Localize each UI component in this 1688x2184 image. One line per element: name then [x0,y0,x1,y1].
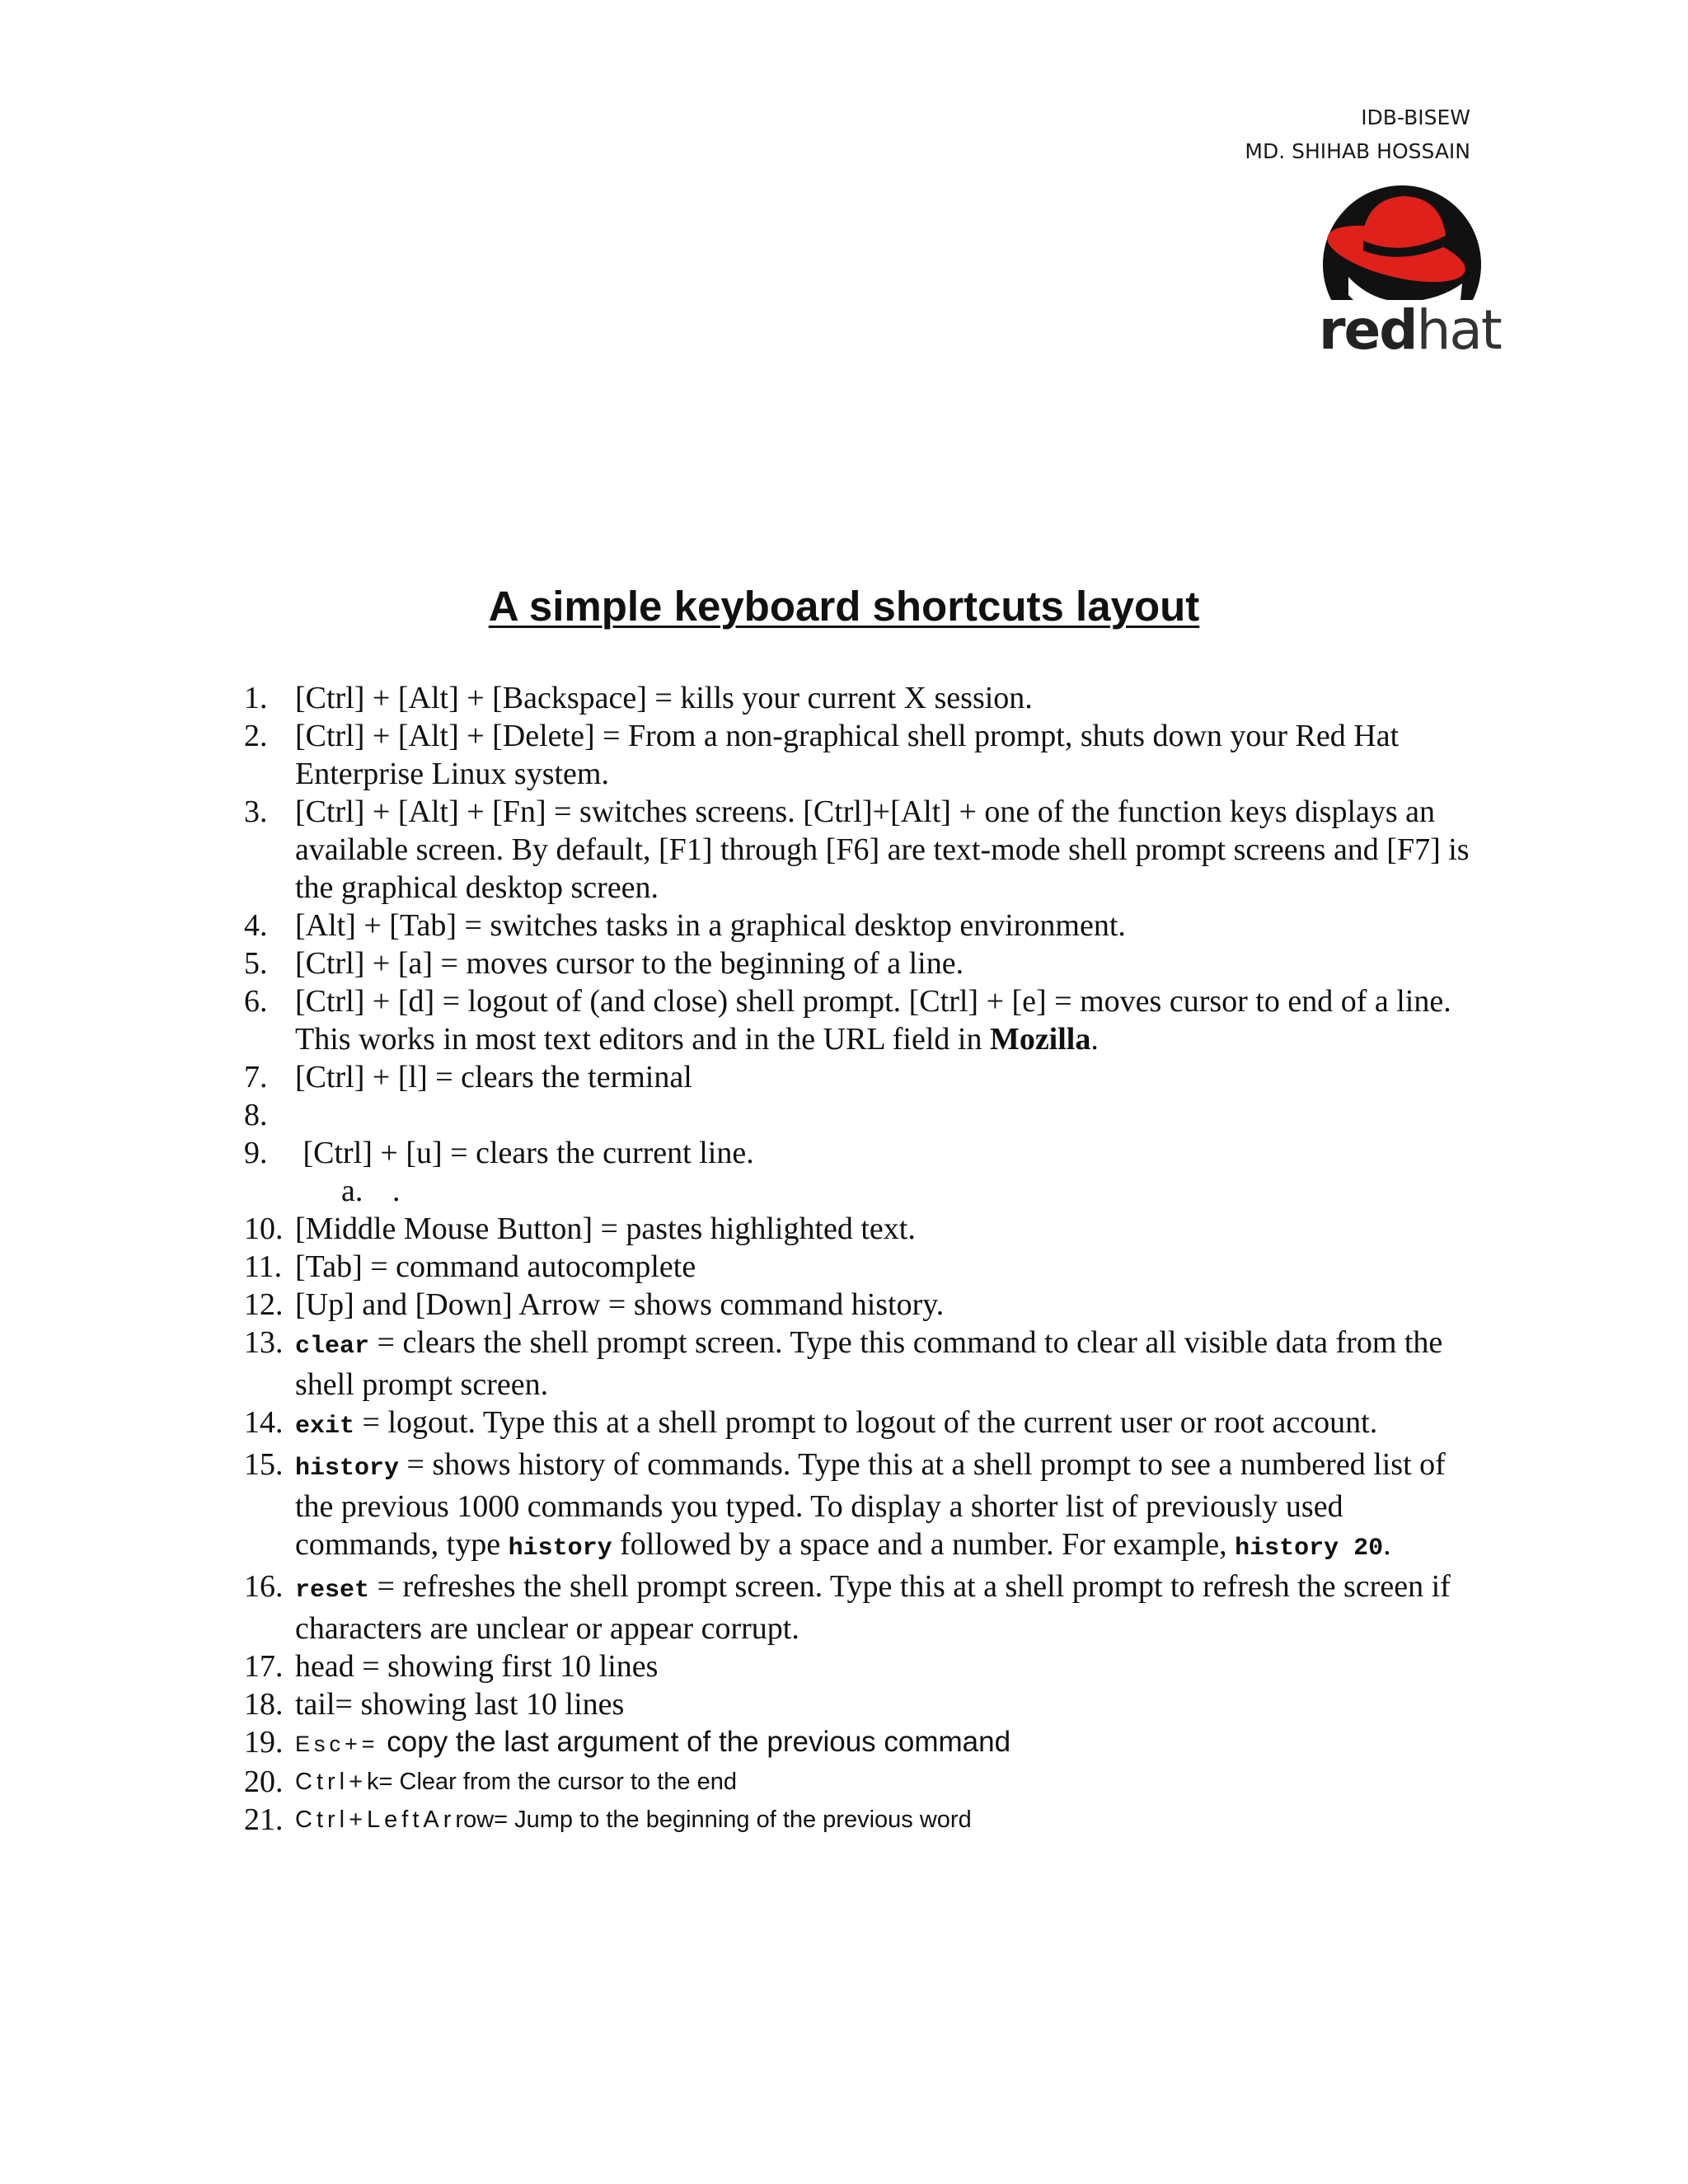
document-header [1245,101,1470,168]
list-item: 20. Ctrl+k= Clear from the cursor to the end [244,1765,737,1799]
command-code: history [295,1455,400,1483]
list-item: 14. exit = logout. Type this at a shell prompt to logout of the current user or root account. [244,1405,1378,1441]
command-code: history [508,1535,612,1563]
list-item: 19. Esc+= copy the last argument of the previous command [244,1725,1011,1760]
command-code: clear [295,1333,370,1361]
list-item: 18. tail= showing last 10 lines [244,1687,625,1722]
list-item: 8. [244,1098,268,1132]
list-item: 16. reset = refreshes the shell prompt screen. Type this at a shell prompt to refresh the screen if characters are unclear or appear corrupt. [244,1569,1451,1646]
list-item: 6. [Ctrl] + [d] = logout of (and close) shell prompt. [Ctrl] + [e] = moves cursor to end of a line. This works in most text editors and in the URL field in Mozilla. [244,984,1451,1057]
page-title: A simple keyboard shortcuts layout [488,583,1200,630]
list-item: 17. head = showing first 10 lines [244,1649,659,1684]
list-item: 7. [Ctrl] + [l] = clears the terminal [244,1060,692,1094]
list-item: 12. [Up] and [Down] Arrow = shows command history. [244,1287,945,1322]
command-code: exit [295,1413,355,1441]
list-item: 1. [Ctrl] + [Alt] + [Backspace] = kills your current X session. [244,681,1033,715]
sub-list-item: a. . [341,1174,401,1208]
list-item: 10. [Middle Mouse Button] = pastes highlighted text. [244,1212,916,1246]
list-item: 2. [Ctrl] + [Alt] + [Delete] = From a non-graphical shell prompt, shuts down your Red Hat Enterprise Linux system. [244,719,1400,791]
list-item: 3. [Ctrl] + [Alt] + [Fn] = switches screens. [Ctrl]+[Alt] + one of the function keys displays an available screen. By default, [F1] through [F6] are text-mode shell prompt screens and [F7] is the graphical desktop screen. [244,794,1470,905]
mozilla-label: Mozilla [989,1022,1091,1057]
shortcuts-list [244,679,1480,1839]
command-code: history 20 [1235,1535,1384,1563]
list-item: 21. Ctrl+LeftArrow= Jump to the beginning of the previous word [244,1802,972,1837]
list-item: 11. [Tab] = command autocomplete [244,1249,696,1284]
list-item: 15. history = shows history of commands. Type this at a shell prompt to see a numbered list of the previous 1000 commands you typed. To display a shorter list of previously used commands, type history followed by a space and a number. For example, history 20. [244,1447,1446,1563]
list-item: 5. [Ctrl] + [a] = moves cursor to the beginning of a line. [244,946,964,981]
header-author: MD. SHIHAB HOSSAIN [1245,139,1470,163]
header-org: IDB-BISEW [1361,105,1470,129]
command-code: reset [295,1577,370,1605]
redhat-wordmark: redhat [1319,298,1501,362]
list-item: 4. [Alt] + [Tab] = switches tasks in a graphical desktop environment. [244,908,1126,943]
list-item: 9. [Ctrl] + [u] = clears the current line. [244,1136,754,1170]
list-item: 13. clear = clears the shell prompt screen. Type this command to clear all visible data from the shell prompt screen. [244,1325,1443,1402]
